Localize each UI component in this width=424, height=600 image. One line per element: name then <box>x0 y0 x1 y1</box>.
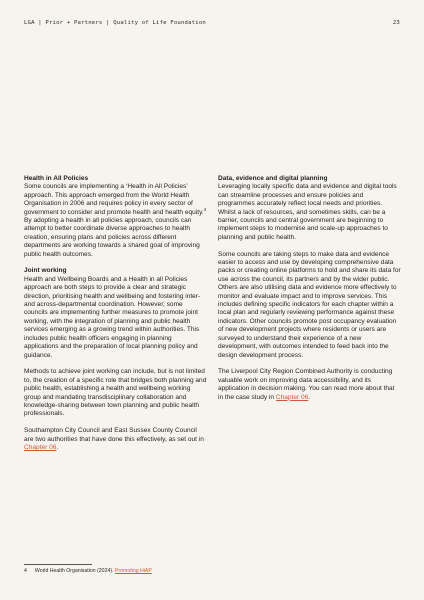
paragraph-text: By adopting a health in all policies approach, councils can attempt to better coordinate diverse approaches to health creation, ensuring plans and policies across different departments are working towards a shared goal of improving public health outcomes. <box>24 217 200 258</box>
right-column <box>218 175 401 410</box>
paragraph-text: . <box>56 443 59 451</box>
chapter-06-link[interactable]: Chapter 06 <box>24 443 57 451</box>
left-column <box>24 175 207 461</box>
page-header <box>24 20 400 26</box>
footnote-divider <box>24 564 92 565</box>
example-councils-paragraph <box>24 427 207 452</box>
footnote-text: World Health Organisation (2024). <box>34 568 115 574</box>
footnote <box>24 568 152 574</box>
footnote-reference[interactable]: 4 <box>203 206 207 212</box>
header-title: LGA | Prior + Partners | Quality of Life Foundation <box>24 20 206 26</box>
promoting-hiap-link[interactable]: Promoting HiAP <box>114 568 152 574</box>
footnote-content <box>35 568 152 574</box>
data-platforms-paragraph: Some councils are taking steps to make data and evidence easier to access and use by developing comprehensive data packs or creating online platforms to hold and share its data for use across the council, its partners and by the wider public. Others are also utilising data and evidence more effectively to monitor and evaluate impact and to improve services. This includes defining specific indicators for each chapter within a local plan and regularly reviewing performance against these indicators. Other councils promote post occupancy evaluation of new development projects where residents or users are surveyed to understand their experience of a new development, with outcomes intended to feed back into the design development process. <box>218 250 401 359</box>
health-in-all-policies-paragraph <box>24 183 207 259</box>
section-heading-health-in-all-policies: Health in All Policies <box>24 175 89 182</box>
section-heading-data-evidence: Data, evidence and digital planning <box>218 175 328 182</box>
paragraph-text: Southampton City Council and East Sussex County Council are two authorities that have done this effectively, as set out in <box>24 427 204 443</box>
page-number: 23 <box>392 20 400 26</box>
joint-working-methods-paragraph: Methods to achieve joint working can include, but is not limited to, the creation of a specific role that bridges both planning and public health, establishing a health and wellbeing working group and mandating transdisciplinary collaboration and knowledge-sharing between town planning and public health professionals. <box>24 368 207 418</box>
paragraph-text: . <box>308 393 311 401</box>
joint-working-paragraph: Health and Wellbeing Boards and a Health in all Policies approach are both steps to provide a clear and strategic direction, prioritising health and wellbeing and fostering inter- and across-departmental coordination. However, some councils are implementing further measures to promote joint working, with the integration of planning and public health services emerging as a growing trend within authorities. This includes public health officers engaging in planning applications and the preparation of local planning policy and guidance. <box>24 275 201 359</box>
chapter-06-link[interactable]: Chapter 06 <box>275 393 309 401</box>
section-heading-joint-working: Joint working <box>24 267 67 275</box>
paragraph-text: The Liverpool City Region Combined Authority is conducting valuable work on improving data accessibility, and its application in decision making. You can read more about that in the case study in <box>218 368 395 401</box>
liverpool-paragraph <box>218 368 401 402</box>
paragraph-text: Some councils are implementing a ‘Health in All Policies’ approach. This approach emerged from the World Health Organisation in 2006 and requires policy in every sector of government to consider and promote health and health equity. <box>24 183 204 216</box>
data-evidence-paragraph: Leveraging locally specific data and evidence and digital tools can streamline processes and ensure policies and programmes accurately reflect local needs and priorities. Whilst a lack of resources, and sometimes skills, can be a barrier, councils and central government are beginning to implement steps to modernise and scale-up approaches to planning and public health. <box>218 183 397 241</box>
footnote-number: 4 <box>24 568 27 574</box>
